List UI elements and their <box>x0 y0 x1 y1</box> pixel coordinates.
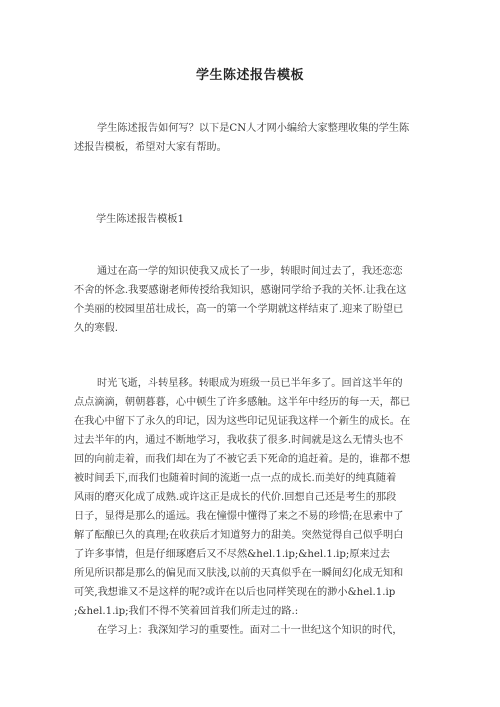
text-line: 述报告模板，希望对大家有帮助。 <box>74 142 227 153</box>
text-line: 所见所识都是那么的偏见而又肤浅,以前的天真似乎在一瞬间幻化成无知和 <box>74 568 404 579</box>
text-line: 在我心中留下了永久的印记，因为这些印记见证我这样一个新生的成长。在 <box>74 416 411 427</box>
text-line: 通过在高一学的知识使我又成长了一步，转眼时间过去了，我还恋恋 <box>97 266 403 277</box>
text-line: 在学习上：我深知学习的重要性。面对二十一世纪这个知识的时代， <box>97 625 403 636</box>
text-line: ;&hel.1.ip;我们不得不笑着回首我们所走过的路.: <box>74 606 299 617</box>
section-heading: 学生陈述报告模板1 <box>96 214 184 225</box>
text-line: 学生陈述报告如何写？以下是CN人才网小编给大家整理收集的学生陈 <box>97 123 410 134</box>
text-line: 了许多事情，但是仔细琢磨后又不尽然&hel.1.ip;&hel.1.ip;原来过去 <box>74 549 391 560</box>
intro-paragraph <box>74 119 430 157</box>
text-line: 回的向前走着，而我们却在为了不被它丢下死命的追赶着。是的，谁都不想 <box>74 454 411 465</box>
text-line: 解了酝酿已久的真理;在收获后才知道努力的甜美。突然觉得自己似乎明白 <box>74 530 404 541</box>
text-line: 不舍的怀念.我要感谢老师传授给我知识，感谢同学给予我的关怀.让我在这 <box>74 285 407 296</box>
text-line: 风雨的磨灭化成了成熟.或许这正是成长的代价.回想自己还是考生的那段 <box>74 492 397 503</box>
text-line: 可笑,我想谁又不是这样的呢?或许在以后也同样笑现在的渺小&hel.1.ip <box>74 587 396 598</box>
text-line: 时光飞逝，斗转星移。转眼成为班级一员已半年多了。回首这半年的 <box>97 378 403 389</box>
text-line: 过去半年的内，通过不断地学习，我收获了很多.时间就是这么无情头也不 <box>74 435 404 446</box>
text-line: 被时间丢下,而我们也随着时间的流逝一点一点的成长.而美好的纯真随着 <box>74 473 397 484</box>
text-line: 久的寒假. <box>74 323 118 334</box>
document-title: 学生陈述报告模板 <box>195 68 304 83</box>
paragraph-1 <box>74 262 430 338</box>
text-line: 点点滴滴，朝朝暮暮，心中顿生了许多感触。这半年中经历的每一天，都已 <box>74 397 411 408</box>
text-line: 个美丽的校园里茁壮成长，高一的第一个学期就这样结束了.迎来了盼望已 <box>74 304 404 315</box>
paragraph-2 <box>74 374 430 640</box>
text-line: 日子，显得是那么的遥远。我在憧憬中懂得了来之不易的珍惜;在思索中了 <box>74 511 404 522</box>
